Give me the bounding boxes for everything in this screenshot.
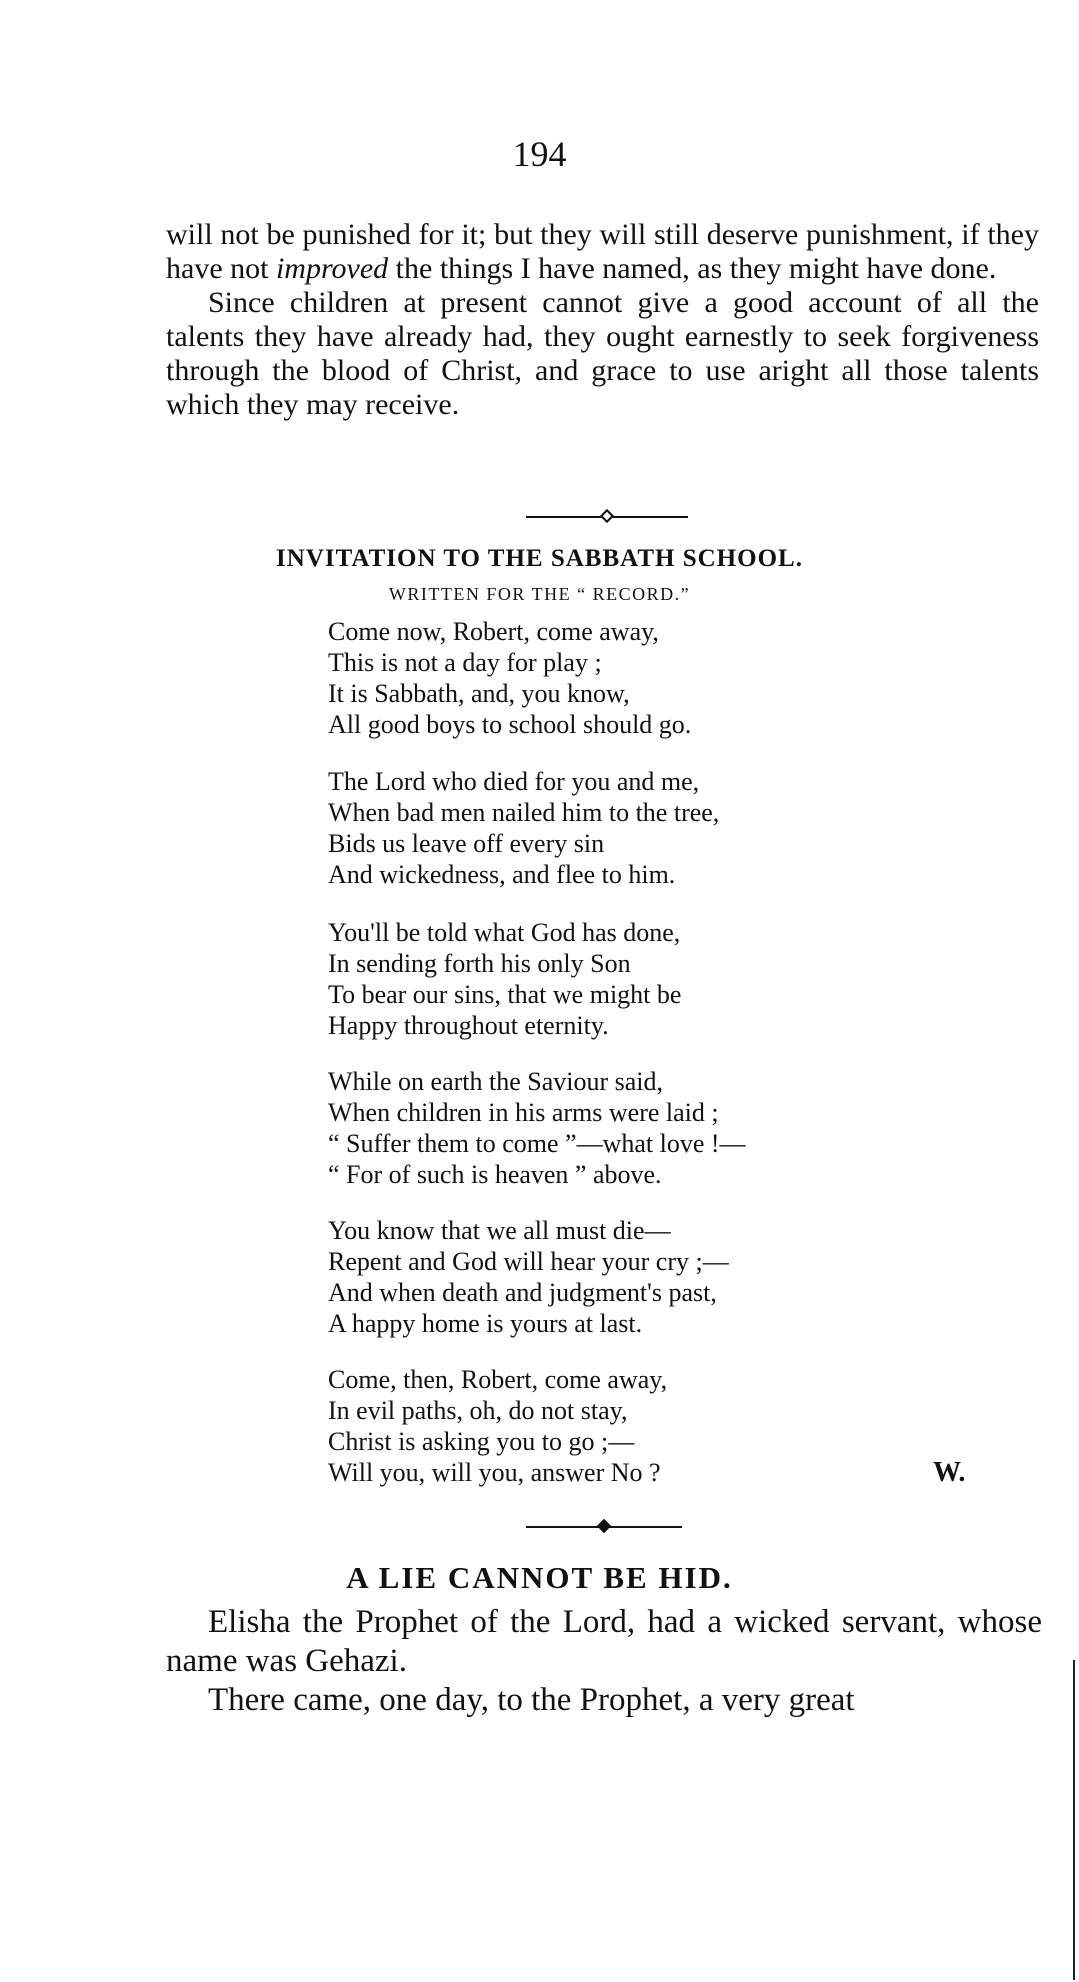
- poem-line: And when death and judgment's past,: [328, 1278, 717, 1307]
- story-text: [166, 1603, 1042, 1720]
- poem-line: Come now, Robert, come away,: [328, 617, 659, 646]
- poem-stanza-5: [328, 1215, 729, 1339]
- ornamental-divider-1: [526, 516, 688, 518]
- opening-text: [166, 218, 1039, 422]
- poem-stanza-6: [328, 1364, 667, 1488]
- poem-line: Will you, will you, answer No ?: [328, 1458, 661, 1487]
- poem-line: And wickedness, and flee to him.: [328, 860, 676, 889]
- poem-line: “ Suffer them to come ”—what love !—: [328, 1129, 746, 1158]
- page-edge-line: [1073, 1660, 1075, 1980]
- story-paragraph-2: There came, one day, to the Prophet, a very great: [208, 1682, 855, 1718]
- poem-signature: W.: [933, 1457, 966, 1488]
- poem-line: While on earth the Saviour said,: [328, 1067, 664, 1096]
- poem-title: INVITATION TO THE SABBATH SCHOOL.: [276, 545, 803, 572]
- poem-line: In sending forth his only Son: [328, 949, 631, 978]
- story-title: A LIE CANNOT BE HID.: [346, 1560, 733, 1595]
- opening-paragraph-1: will not be punished for it; but they will still deserve punishment, if they have not improved the things I have named, as they might have done.: [166, 218, 1039, 285]
- poem-line: Bids us leave off every sin: [328, 829, 605, 858]
- poem-line: Repent and God will hear your cry ;—: [328, 1247, 729, 1276]
- poem-line: A happy home is yours at last.: [328, 1309, 643, 1338]
- poem-line: “ For of such is heaven ” above.: [328, 1160, 662, 1189]
- poem-line: You'll be told what God has done,: [328, 918, 681, 947]
- ornamental-divider-2: [526, 1526, 682, 1528]
- poem-stanza-1: [328, 616, 691, 740]
- poem-line: When children in his arms were laid ;: [328, 1098, 719, 1127]
- poem-line: You know that we all must die—: [328, 1216, 671, 1245]
- poem-line: This is not a day for play ;: [328, 648, 602, 677]
- poem-line: Come, then, Robert, come away,: [328, 1365, 668, 1394]
- poem-line: The Lord who died for you and me,: [328, 767, 700, 796]
- poem-stanza-3: [328, 917, 681, 1041]
- poem-subtitle: WRITTEN FOR THE “ RECORD.”: [388, 584, 691, 604]
- poem-line: All good boys to school should go.: [328, 710, 692, 739]
- poem-line: When bad men nailed him to the tree,: [328, 798, 720, 827]
- poem-line: It is Sabbath, and, you know,: [328, 679, 630, 708]
- poem-line: To bear our sins, that we might be: [328, 980, 682, 1009]
- opening-paragraph-2: Since children at present cannot give a good account of all the talents they have already had, they ought earnestly to seek forgiveness through the blood of Christ, and grace to use aright all those talents which they may receive.: [166, 286, 1039, 421]
- story-paragraph-1: Elisha the Prophet of the Lord, had a wicked servant, whose name was Gehazi.: [166, 1604, 1042, 1679]
- poem-stanza-2: [328, 766, 719, 890]
- emphasis-improved: improved: [275, 252, 389, 285]
- poem-line: Happy throughout eternity.: [328, 1011, 609, 1040]
- poem-line: Christ is asking you to go ;—: [328, 1427, 635, 1456]
- page-number: 194: [512, 134, 567, 174]
- poem-line: In evil paths, oh, do not stay,: [328, 1396, 628, 1425]
- poem-stanza-4: [328, 1066, 746, 1190]
